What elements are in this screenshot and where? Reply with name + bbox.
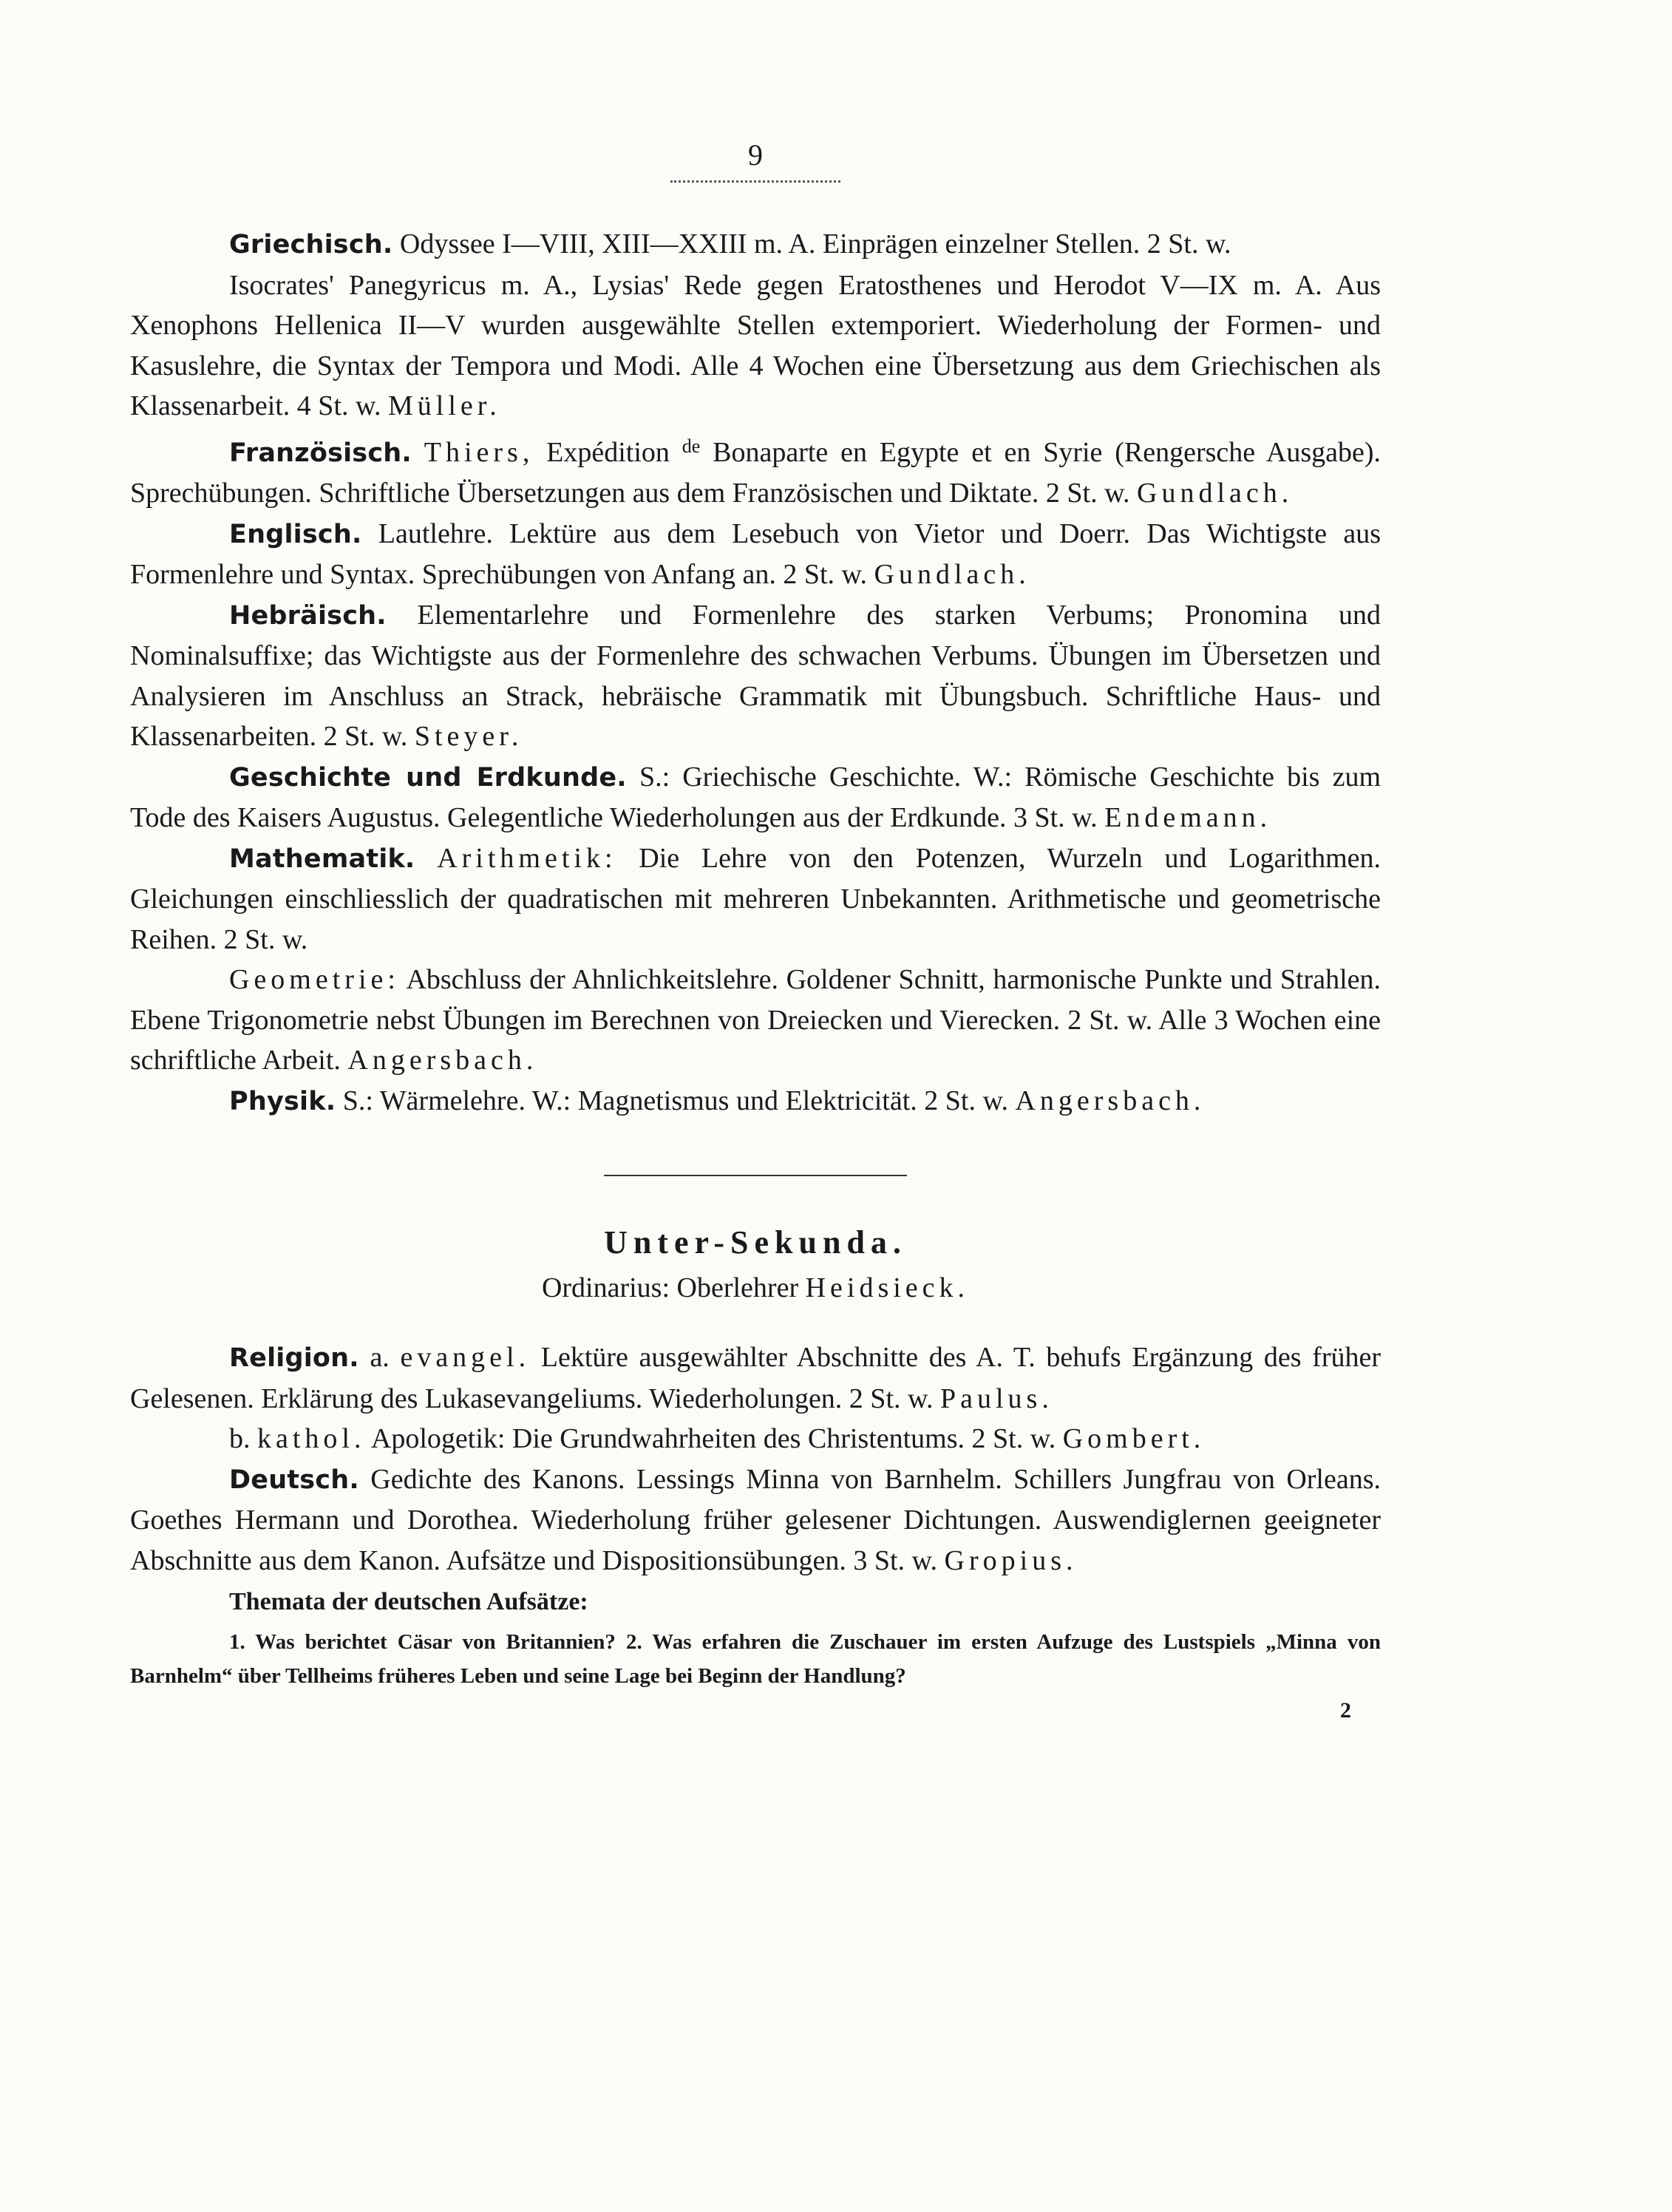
author-name: Thiers, xyxy=(424,436,534,468)
religion-b-confession: kathol. xyxy=(257,1423,366,1454)
themata-heading: Themata der deutschen Aufsätze: xyxy=(229,1588,588,1615)
section-title: Unter-Sekunda. xyxy=(604,1224,907,1261)
ordinarius-label: Ordinarius: xyxy=(541,1272,670,1303)
subject-heading-franzoesisch: Französisch. xyxy=(229,438,412,468)
religion-a-label: a. xyxy=(370,1342,390,1373)
religion-a-text: Lektüre ausgewählter Abschnitte des A. T. behufs Ergänzung des früher Gelesenen. Erklärung des Lukasevangeliums. Wiederholungen. 2 St. w. xyxy=(130,1342,1382,1414)
englisch-text: Lautlehre. Lektüre aus dem Lesebuch von Vietor und Doerr. Das Wichtigste aus Formenlehre und Syntax. Sprechübungen von Anfang an. 2 St. w. xyxy=(130,518,1382,590)
arithmetik-label: Arithmetik: xyxy=(437,842,617,874)
religion-b-text: Apologetik: Die Grundwahrheiten des Christentums. 2 St. w. xyxy=(370,1423,1056,1454)
englisch-paragraph xyxy=(130,514,1381,595)
teacher-name: Endemann. xyxy=(1104,802,1272,833)
mathematik-paragraph-1 xyxy=(130,838,1381,960)
mathematik-paragraph-2 xyxy=(130,960,1381,1081)
religion-paragraph-b xyxy=(130,1419,1381,1459)
teacher-name: Gropius. xyxy=(944,1544,1078,1576)
geschichte-paragraph xyxy=(130,757,1381,838)
teacher-name: Gombert. xyxy=(1062,1423,1206,1454)
franzoesisch-text-b: Bonaparte en Egypte et en Syrie (Rengersche Ausgabe). Sprechübungen. Schriftliche Übersetzungen aus dem Französischen und Diktate. 2 St. w. xyxy=(130,436,1381,509)
deutsch-text: Gedichte des Kanons. Lessings Minna von Barnhelm. Schillers Jungfrau von Orleans. Goethes Hermann und Dorothea. Wiederholung früher gelesener Dichtungen. Auswendiglernen geeigneter Abschnitte aus dem Kanon. Aufsätze und Dispositionsübungen. 3 St. w. xyxy=(130,1463,1381,1576)
hebraeisch-paragraph xyxy=(130,595,1381,757)
teacher-name: Steyer. xyxy=(414,721,523,752)
subject-heading-geschichte: Geschichte und Erdkunde. xyxy=(229,762,627,793)
franzoesisch-text-a: Expédition xyxy=(546,436,670,468)
ordinarius-name: Heidsieck. xyxy=(805,1272,970,1303)
griechisch-paragraph-1 xyxy=(130,224,1381,265)
subject-heading-hebraeisch: Hebräisch. xyxy=(229,600,387,631)
section-divider xyxy=(604,1175,907,1176)
physik-paragraph xyxy=(130,1081,1381,1122)
subject-heading-englisch: Englisch. xyxy=(229,519,362,549)
teacher-name: Gundlach. xyxy=(1137,478,1294,509)
subject-heading-deutsch: Deutsch. xyxy=(229,1465,359,1495)
deutsch-paragraph xyxy=(130,1459,1381,1581)
page-number-ornament xyxy=(670,174,840,183)
griechisch-text-2: Isocrates' Panegyricus m. A., Lysias' Rede gegen Eratosthenes und Herodot V—IX m. A. Aus Xenophons Hellenica II—V wurden ausgewählte Stellen extemporiert. Wiederholung der Formen- und Kasuslehre, die Syntax der Tempora und Modi. Alle 4 Wochen eine Übersetzung aus dem Griechischen als Klassenarbeit. 4 St. w. xyxy=(130,269,1381,421)
arithmetik-text: Die Lehre von den Potenzen, Wurzeln und Logarithmen. Gleichungen einschliesslich der quadratischen mit mehreren Unbekannten. Arithmetische und geometrische Reihen. 2 St. w. xyxy=(130,842,1382,955)
printer-signature: 2 xyxy=(1340,1698,1351,1723)
hebraeisch-text: Elementarlehre und Formenlehre des starken Verbums; Pronomina und Nominalsuffixe; das Wichtigste aus der Formenlehre des schwachen Verbums. Übungen im Übersetzen und Analysieren im Anschluss an Strack, hebräische Grammatik mit Übungsbuch. Schriftliche Haus- und Klassenarbeiten. 2 St. w. xyxy=(130,599,1381,752)
subject-heading-griechisch: Griechisch. xyxy=(229,230,393,259)
geschichte-text: S.: Griechische Geschichte. W.: Römische Geschichte bis zum Tode des Kaisers Augustus. Gelegentliche Wiederholungen aus der Erdkunde. 3 St. w. xyxy=(130,761,1382,833)
ordinarius-role: Oberlehrer xyxy=(676,1272,799,1303)
teacher-name: Angersbach. xyxy=(347,1045,538,1076)
franzoesisch-paragraph xyxy=(130,427,1381,514)
griechisch-text-1: Odyssee I—VIII, XIII—XXIII m. A. Einprägen einzelner Stellen. 2 St. w. xyxy=(399,228,1231,259)
subject-heading-mathematik: Mathematik. xyxy=(229,844,415,874)
geometrie-label: Geometrie: xyxy=(229,964,400,995)
teacher-name: Paulus. xyxy=(939,1382,1053,1414)
religion-a-confession: evangel. xyxy=(400,1342,531,1373)
document-page xyxy=(130,140,1381,1726)
subject-heading-physik: Physik. xyxy=(229,1086,336,1116)
themata-text: 1. Was berichtet Cäsar von Britannien? 2. Was erfahren die Zuschauer im ersten Aufzuge des Lustspiels „Minna von Barnhelm“ über Tellheims früheres Leben und seine Lage bei Beginn der Handlung? xyxy=(130,1630,1381,1688)
geometrie-text: Abschluss der Ahnlichkeitslehre. Goldener Schnitt, harmonische Punkte und Strahlen. Ebene Trigonometrie nebst Übungen im Berechnen von Dreiecken und Vierecken. 2 St. w. Alle 3 Wochen eine schriftliche Arbeit. xyxy=(130,964,1382,1076)
teacher-name: Müller. xyxy=(387,390,501,421)
subject-heading-religion: Religion. xyxy=(229,1343,359,1373)
religion-b-label: b. xyxy=(229,1423,251,1454)
ordinarius-line xyxy=(130,1268,1381,1308)
teacher-name: Angersbach. xyxy=(1015,1085,1206,1116)
physik-text: S.: Wärmelehre. W.: Magnetismus und Elektricität. 2 St. w. xyxy=(342,1085,1008,1116)
griechisch-paragraph-2 xyxy=(130,265,1381,427)
page-number: 9 xyxy=(748,138,763,172)
franzoesisch-superscript: de xyxy=(682,435,701,457)
religion-paragraph-a xyxy=(130,1337,1381,1419)
teacher-name: Gundlach. xyxy=(874,559,1030,590)
